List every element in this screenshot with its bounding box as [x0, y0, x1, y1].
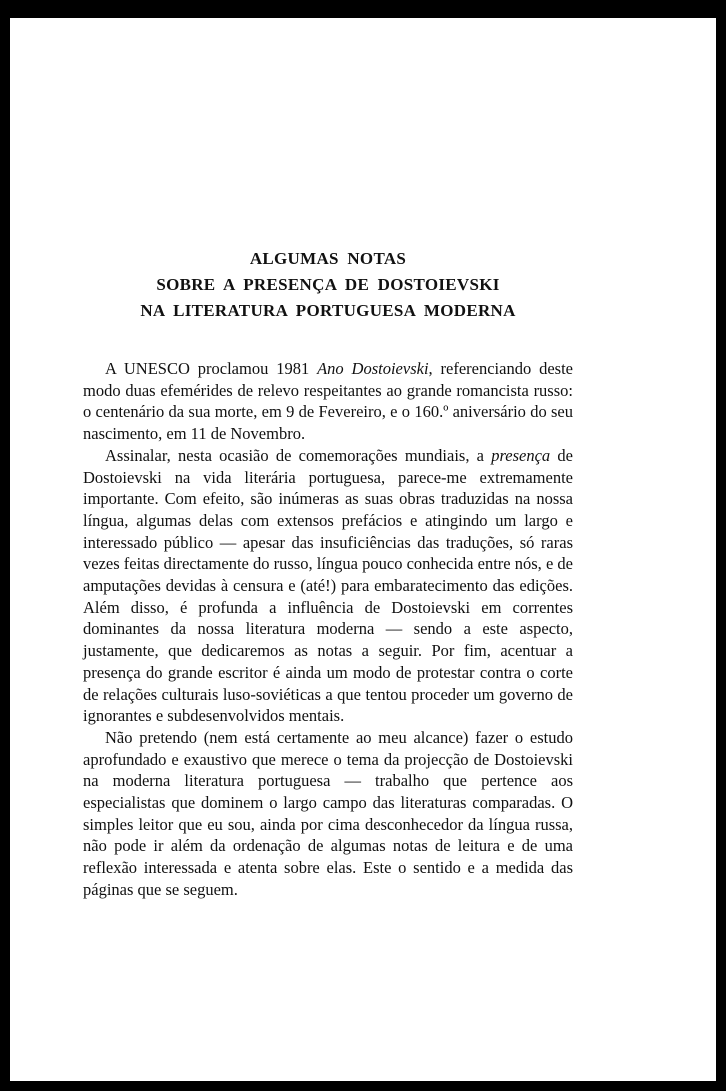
- article-title: [83, 246, 573, 324]
- title-line-1: ALGUMAS NOTAS: [249, 249, 407, 268]
- paragraph-1-italic: Ano Dostoievski: [317, 359, 429, 378]
- paragraph-2-text-b: de Dostoievski na vida literária portuguesa, parece-me extremamente importante. Com efeito, são inúmeras as suas obras traduzidas na nossa língua, algumas delas com extensos prefácios e atingindo um largo e interessado público — apesar das insuficiências das traduções, só raras vezes feitas directamente do russo, língua pouco conhecida entre nós, e de amputações devidas à censura e (até!) para embaratecimento das edições. Além disso, é profunda a influência de Dostoievski em correntes dominantes da nossa literatura moderna — sendo a este aspecto, justamente, que dedicaremos as notas a seguir. Por fim, acentuar a presença do grande escritor é ainda um modo de protestar contra o corte de relações culturais luso-soviéticas a que tentou proceder um governo de ignorantes e subdesenvolvidos mentais.: [83, 445, 573, 726]
- paragraph-2: [83, 445, 573, 727]
- title-line-3: NA LITERATURA PORTUGUESA MODERNA: [140, 301, 516, 320]
- paragraph-2-text-a: Assinalar, nesta ocasião de comemorações mundiais, a: [105, 445, 492, 465]
- document-page: [10, 18, 716, 1081]
- paragraph-3: Não pretendo (nem está certamente ao meu alcance) fazer o estudo aprofundado e exaustivo que merece o tema da projecção de Dostoievski na moderna literatura portuguesa — trabalho que pertence aos especialistas que dominem o largo campo das literaturas comparadas. O simples leitor que eu sou, ainda por cima desconhecedor da língua russa, não pode ir além da ordenação de algumas notas de leitura e de uma reflexão interessada e atenta sobre elas. Este o sentido e a medida das páginas que se seguem.: [83, 727, 573, 899]
- article-body: [83, 358, 573, 901]
- paragraph-1: [83, 358, 573, 445]
- paragraph-1-text-a: A UNESCO proclamou 1981: [105, 359, 318, 378]
- title-line-2: SOBRE A PRESENÇA DE DOSTOIEVSKI: [156, 275, 500, 294]
- paragraph-2-italic: presença: [491, 445, 551, 465]
- paragraph-1-text-b: , referenciando deste modo duas efemérides de relevo respeitantes ao grande romancista russo: o centenário da sua morte, em 9 de Fevereiro, e o 160.º aniversário do seu nascimento, em 11 de Novembro.: [83, 359, 573, 444]
- article-content: [83, 246, 573, 901]
